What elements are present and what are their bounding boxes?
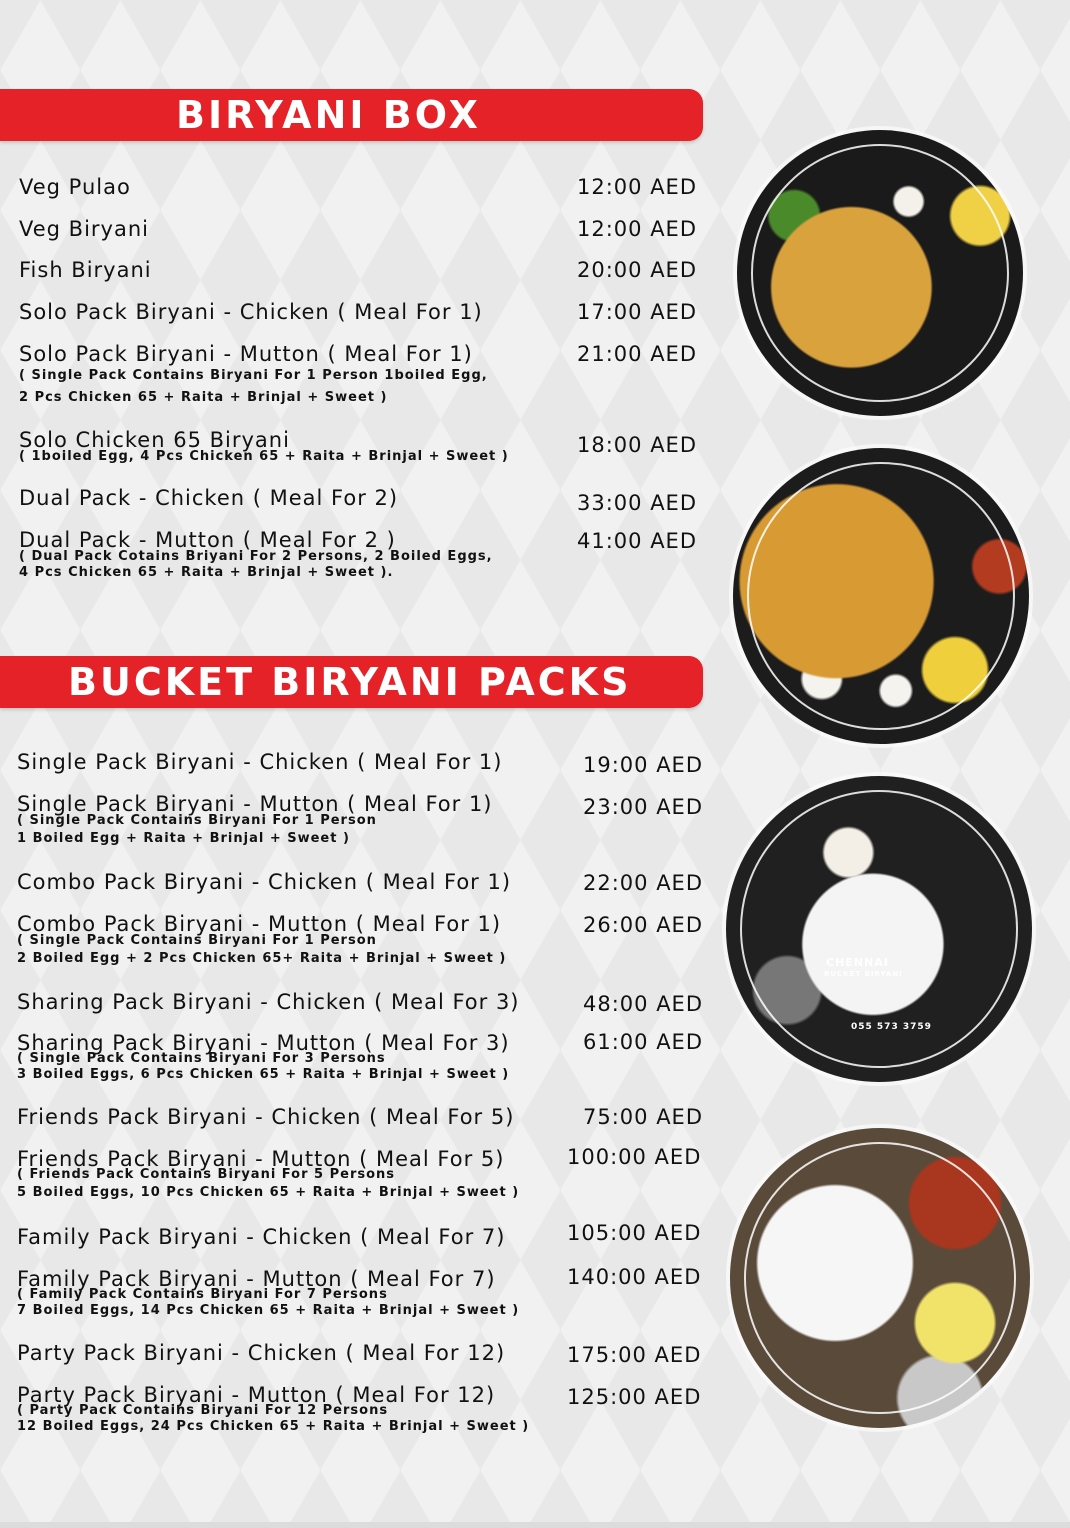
item-name: Solo Chicken 65 Biryani (19, 428, 290, 452)
menu-item (19, 258, 152, 282)
biryani-box-photo (733, 448, 1029, 744)
menu-item (17, 1383, 529, 1435)
item-description: ( Party Pack Contains Biryani For 12 Persons (17, 1403, 389, 1418)
menu-item (17, 1105, 514, 1129)
item-price: 19:00 AED (583, 753, 703, 777)
menu-item (17, 750, 502, 774)
item-price: 75:00 AED (583, 1105, 703, 1129)
item-price: 100:00 AED (567, 1145, 702, 1169)
item-description: 2 Boiled Egg + 2 Pcs Chicken 65+ Raita + Brinjal + Sweet ) (17, 951, 507, 966)
item-name: Single Pack Biryani - Mutton ( Meal For 1) (17, 792, 493, 816)
item-description: ( Single Pack Contains Biryani For 1 Person 1boiled Egg, (19, 368, 488, 383)
menu-item (19, 428, 509, 465)
item-price: 48:00 AED (583, 992, 703, 1016)
item-name: Party Pack Biryani - Mutton ( Meal For 12) (17, 1383, 496, 1407)
item-price: 20:00 AED (577, 258, 697, 282)
item-name: Family Pack Biryani - Chicken ( Meal For 7) (17, 1225, 506, 1249)
menu-item (17, 1267, 519, 1319)
item-description: 3 Boiled Eggs, 6 Pcs Chicken 65 + Raita + Brinjal + Sweet ) (17, 1067, 510, 1082)
section-banner-bucket-biryani-packs (0, 656, 703, 708)
menu-item (19, 300, 483, 324)
menu-item (19, 486, 398, 510)
item-description: ( Single Pack Contains Biryani For 3 Persons (17, 1051, 386, 1066)
item-name: Dual Pack - Chicken ( Meal For 2) (19, 486, 399, 510)
item-name: Combo Pack Biryani - Chicken ( Meal For 1) (17, 870, 512, 894)
item-description: ( 1boiled Egg, 4 Pcs Chicken 65 + Raita + Brinjal + Sweet ) (19, 449, 509, 464)
item-description: 1 Boiled Egg + Raita + Brinjal + Sweet ) (17, 831, 350, 846)
item-description: 2 Pcs Chicken 65 + Raita + Brinjal + Sweet ) (19, 390, 388, 405)
item-price: 22:00 AED (583, 871, 703, 895)
menu-item (17, 1225, 505, 1249)
menu-item (17, 1031, 510, 1083)
item-description: 5 Boiled Eggs, 10 Pcs Chicken 65 + Raita + Brinjal + Sweet ) (17, 1185, 520, 1200)
item-name: Combo Pack Biryani - Mutton ( Meal For 1) (17, 912, 502, 936)
item-price: 12:00 AED (577, 217, 697, 241)
item-description: 4 Pcs Chicken 65 + Raita + Brinjal + Sweet ). (19, 565, 394, 580)
item-name: Sharing Pack Biryani - Chicken ( Meal For 3) (17, 990, 520, 1014)
item-description: 12 Boiled Eggs, 24 Pcs Chicken 65 + Raita + Brinjal + Sweet ) (17, 1419, 530, 1434)
item-name: Veg Biryani (19, 217, 149, 241)
item-description: ( Single Pack Contains Biryani For 1 Person (17, 933, 377, 948)
section-banner-biryani-box (0, 89, 703, 141)
menu-item (17, 870, 511, 894)
bucket-brand-label: CHENNAI (826, 956, 889, 969)
item-name: Dual Pack - Mutton ( Meal For 2 ) (19, 528, 396, 552)
item-price: 21:00 AED (577, 342, 697, 366)
item-price: 105:00 AED (567, 1221, 702, 1245)
footer-divider (0, 1522, 1070, 1528)
menu-item (19, 175, 131, 199)
item-name: Sharing Pack Biryani - Mutton ( Meal For 3) (17, 1031, 510, 1055)
item-price: 175:00 AED (567, 1343, 702, 1367)
item-name: Fish Biryani (19, 258, 152, 282)
item-name: Solo Pack Biryani - Mutton ( Meal For 1) (19, 342, 473, 366)
item-price: 18:00 AED (577, 433, 697, 457)
menu-item (19, 342, 488, 406)
bucket-phone-label: 055 573 3759 (851, 1022, 932, 1032)
item-price: 26:00 AED (583, 913, 703, 937)
item-price: 17:00 AED (577, 300, 697, 324)
biryani-box-photo (737, 130, 1023, 416)
item-price: 41:00 AED (577, 529, 697, 553)
menu-item (17, 792, 493, 847)
item-price: 23:00 AED (583, 795, 703, 819)
item-description: ( Dual Pack Cotains Briyani For 2 Persons, 2 Boiled Eggs, (19, 549, 493, 564)
item-name: Family Pack Biryani - Mutton ( Meal For 7) (17, 1267, 496, 1291)
section-title: BIRYANI BOX (176, 93, 481, 137)
item-name: Friends Pack Biryani - Mutton ( Meal For 5) (17, 1147, 505, 1171)
menu-item (17, 990, 520, 1014)
item-name: Solo Pack Biryani - Chicken ( Meal For 1) (19, 300, 483, 324)
bucket-sub-label: BUCKET BIRYANI (824, 970, 903, 978)
item-description: ( Family Pack Contains Biryani For 7 Persons (17, 1287, 388, 1302)
item-price: 12:00 AED (577, 175, 697, 199)
item-price: 33:00 AED (577, 491, 697, 515)
item-name: Single Pack Biryani - Chicken ( Meal For 1) (17, 750, 503, 774)
menu-item (19, 528, 493, 581)
bucket-biryani-photo (726, 776, 1032, 1082)
section-title: BUCKET BIRYANI PACKS (68, 660, 632, 704)
menu-item (17, 1341, 505, 1365)
menu-item (17, 1147, 519, 1201)
item-name: Veg Pulao (19, 175, 131, 199)
item-name: Party Pack Biryani - Chicken ( Meal For 12) (17, 1341, 506, 1365)
item-description: ( Single Pack Contains Biryani For 1 Person (17, 813, 377, 828)
item-name: Friends Pack Biryani - Chicken ( Meal For 5) (17, 1105, 515, 1129)
bucket-biryani-photo (730, 1128, 1030, 1428)
item-description: ( Friends Pack Contains Biryani For 5 Persons (17, 1167, 396, 1182)
menu-item (19, 217, 149, 241)
menu-item (17, 912, 506, 967)
item-price: 140:00 AED (567, 1265, 702, 1289)
item-price: 61:00 AED (583, 1030, 703, 1054)
item-description: 7 Boiled Eggs, 14 Pcs Chicken 65 + Raita + Brinjal + Sweet ) (17, 1303, 520, 1318)
item-price: 125:00 AED (567, 1385, 702, 1409)
